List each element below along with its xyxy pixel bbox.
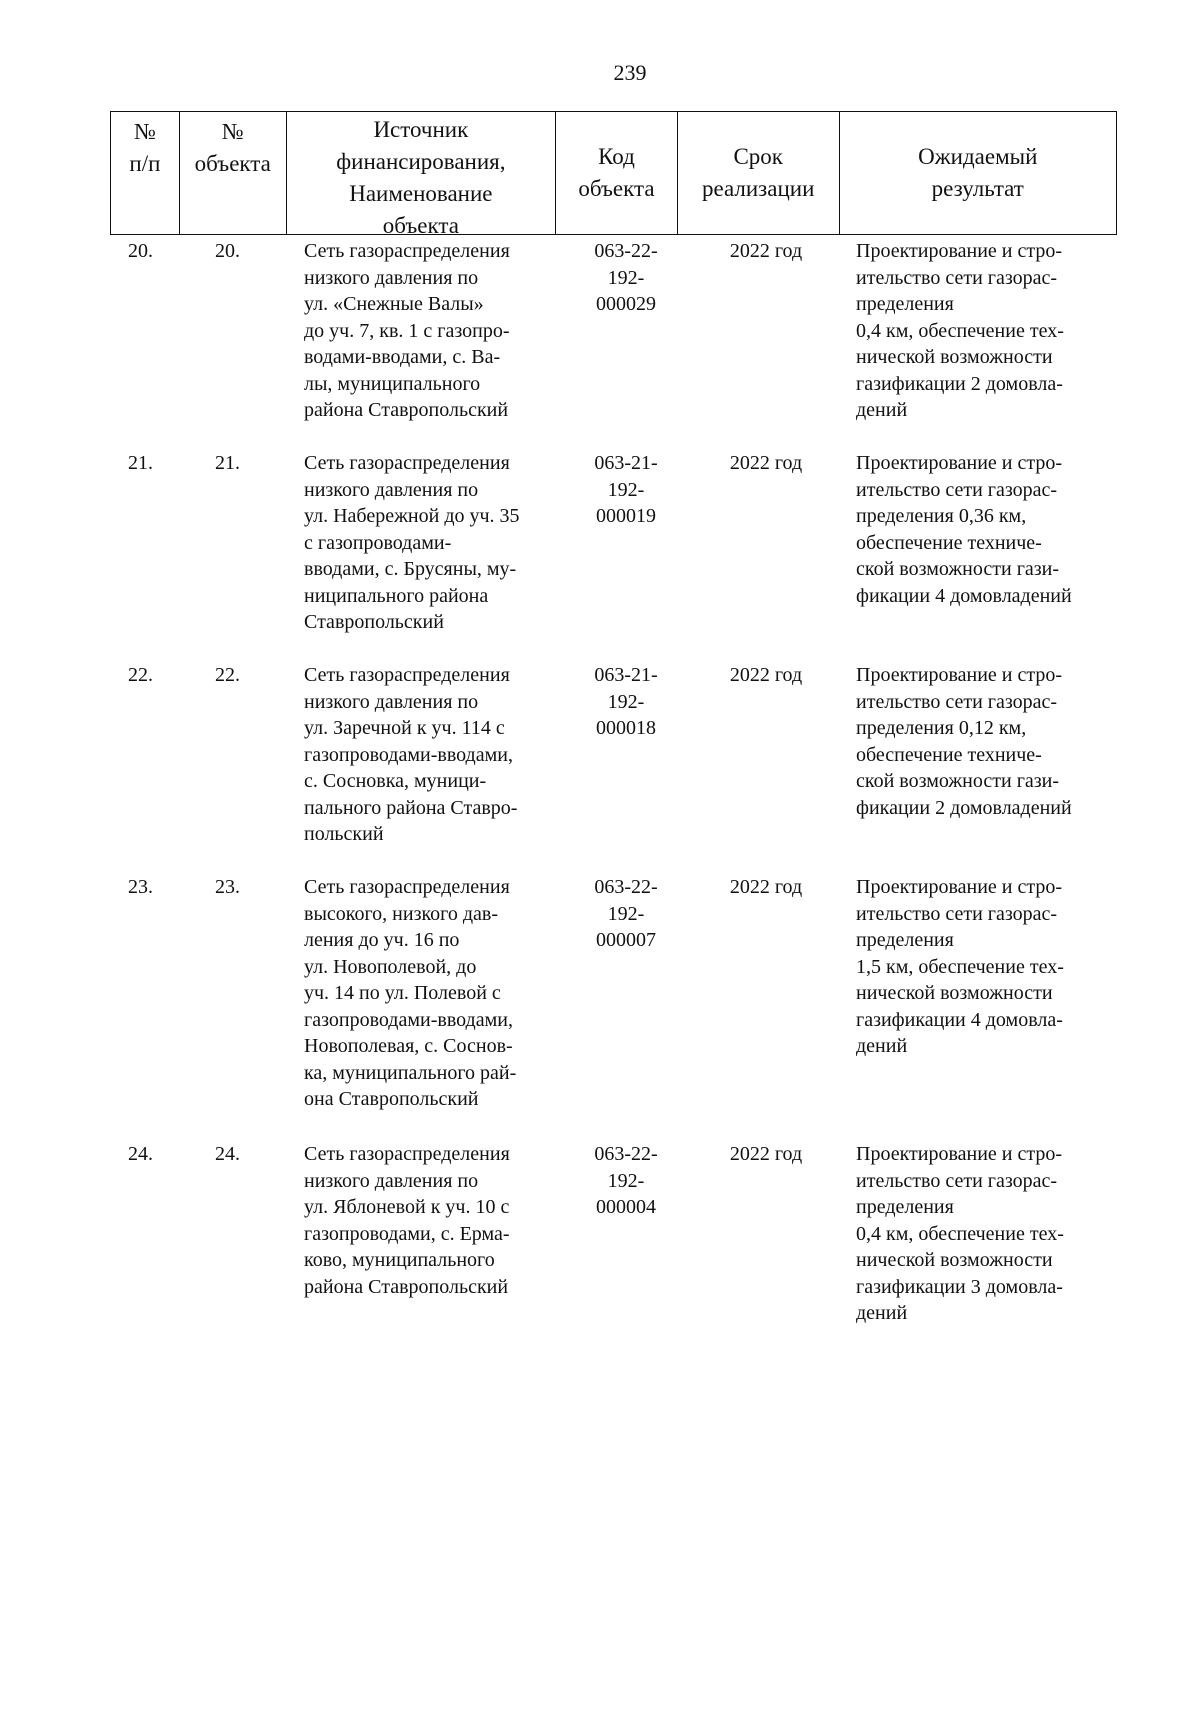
row-num: 20.	[128, 240, 153, 262]
row-name: Сеть газораспределения высокого, низкого дав- ления до уч. 16 по ул. Новополевой, до уч. 14 по ул. Полевой с газопроводами-вводами, Новополевая, с. Соснов- ка, муниципального рай- она Ставропольский	[304, 876, 517, 1110]
row-term: 2022 год	[729, 240, 803, 262]
row-result: Проектирование и стро- ительство сети газорас- пределения 0,12 км, обеспечение техниче- ской возможности гази- фикации 2 домовладений	[856, 664, 1072, 819]
row-term: 2022 год	[729, 1143, 803, 1165]
row-name: Сеть газораспределения низкого давления по ул. Яблоневой к уч. 10 с газопроводами, с. Ерма- ково, муниципального района Ставропольский	[304, 1143, 510, 1298]
row-code: 063-22- 192- 000004	[594, 1143, 658, 1218]
row-object-num: 20.	[215, 240, 240, 262]
row-num: 21.	[128, 452, 153, 474]
row-object-num: 22.	[215, 664, 240, 686]
row-num: 22.	[128, 664, 153, 686]
table-header	[110, 111, 1117, 238]
row-term: 2022 год	[729, 664, 803, 686]
row-num: 23.	[128, 876, 153, 898]
header-object-num: № объекта	[180, 112, 287, 234]
row-result: Проектирование и стро- ительство сети газорас- пределения 0,4 км, обеспечение тех- нической возможности газификации 2 домовла- дений	[856, 240, 1064, 421]
row-name: Сеть газораспределения низкого давления по ул. «Снежные Валы» до уч. 7, кв. 1 с газопро- водами-вводами, с. Ва- лы, муниципального района Ставропольский	[304, 240, 510, 421]
row-term: 2022 год	[729, 876, 803, 898]
row-name: Сеть газораспределения низкого давления по ул. Заречной к уч. 114 с газопроводами-вводами, с. Сосновка, муници- пального района Ставро- польский	[304, 664, 518, 845]
row-object-num: 24.	[215, 1143, 240, 1165]
row-result: Проектирование и стро- ительство сети газорас- пределения 1,5 км, обеспечение тех- нической возможности газификации 4 домовла- дений	[856, 876, 1064, 1057]
row-code: 063-21- 192- 000018	[594, 664, 658, 739]
row-term: 2022 год	[729, 452, 803, 474]
row-code: 063-22- 192- 000007	[594, 876, 658, 951]
row-name: Сеть газораспределения низкого давления по ул. Набережной до уч. 35 с газопроводами- вводами, с. Брусяны, му- ниципального района Ставропольский	[304, 452, 520, 633]
header-source: Источник финансирования, Наименование объекта	[287, 112, 556, 234]
header-code: Код объекта	[556, 112, 678, 234]
row-object-num: 23.	[215, 876, 240, 898]
row-object-num: 21.	[215, 452, 240, 474]
row-code: 063-22- 192- 000029	[594, 240, 658, 315]
header-num: № п/п	[111, 112, 180, 234]
row-result: Проектирование и стро- ительство сети газорас- пределения 0,36 км, обеспечение техниче- ской возможности гази- фикации 4 домовладений	[856, 452, 1072, 607]
header-term: Срок реализации	[678, 112, 840, 234]
row-result: Проектирование и стро- ительство сети газорас- пределения 0,4 км, обеспечение тех- нической возможности газификации 3 домовла- дений	[856, 1143, 1064, 1324]
row-code: 063-21- 192- 000019	[594, 452, 658, 527]
row-num: 24.	[128, 1143, 153, 1165]
page-number: 239	[613, 60, 647, 85]
header-result: Ожидаемый результат	[918, 144, 1038, 201]
